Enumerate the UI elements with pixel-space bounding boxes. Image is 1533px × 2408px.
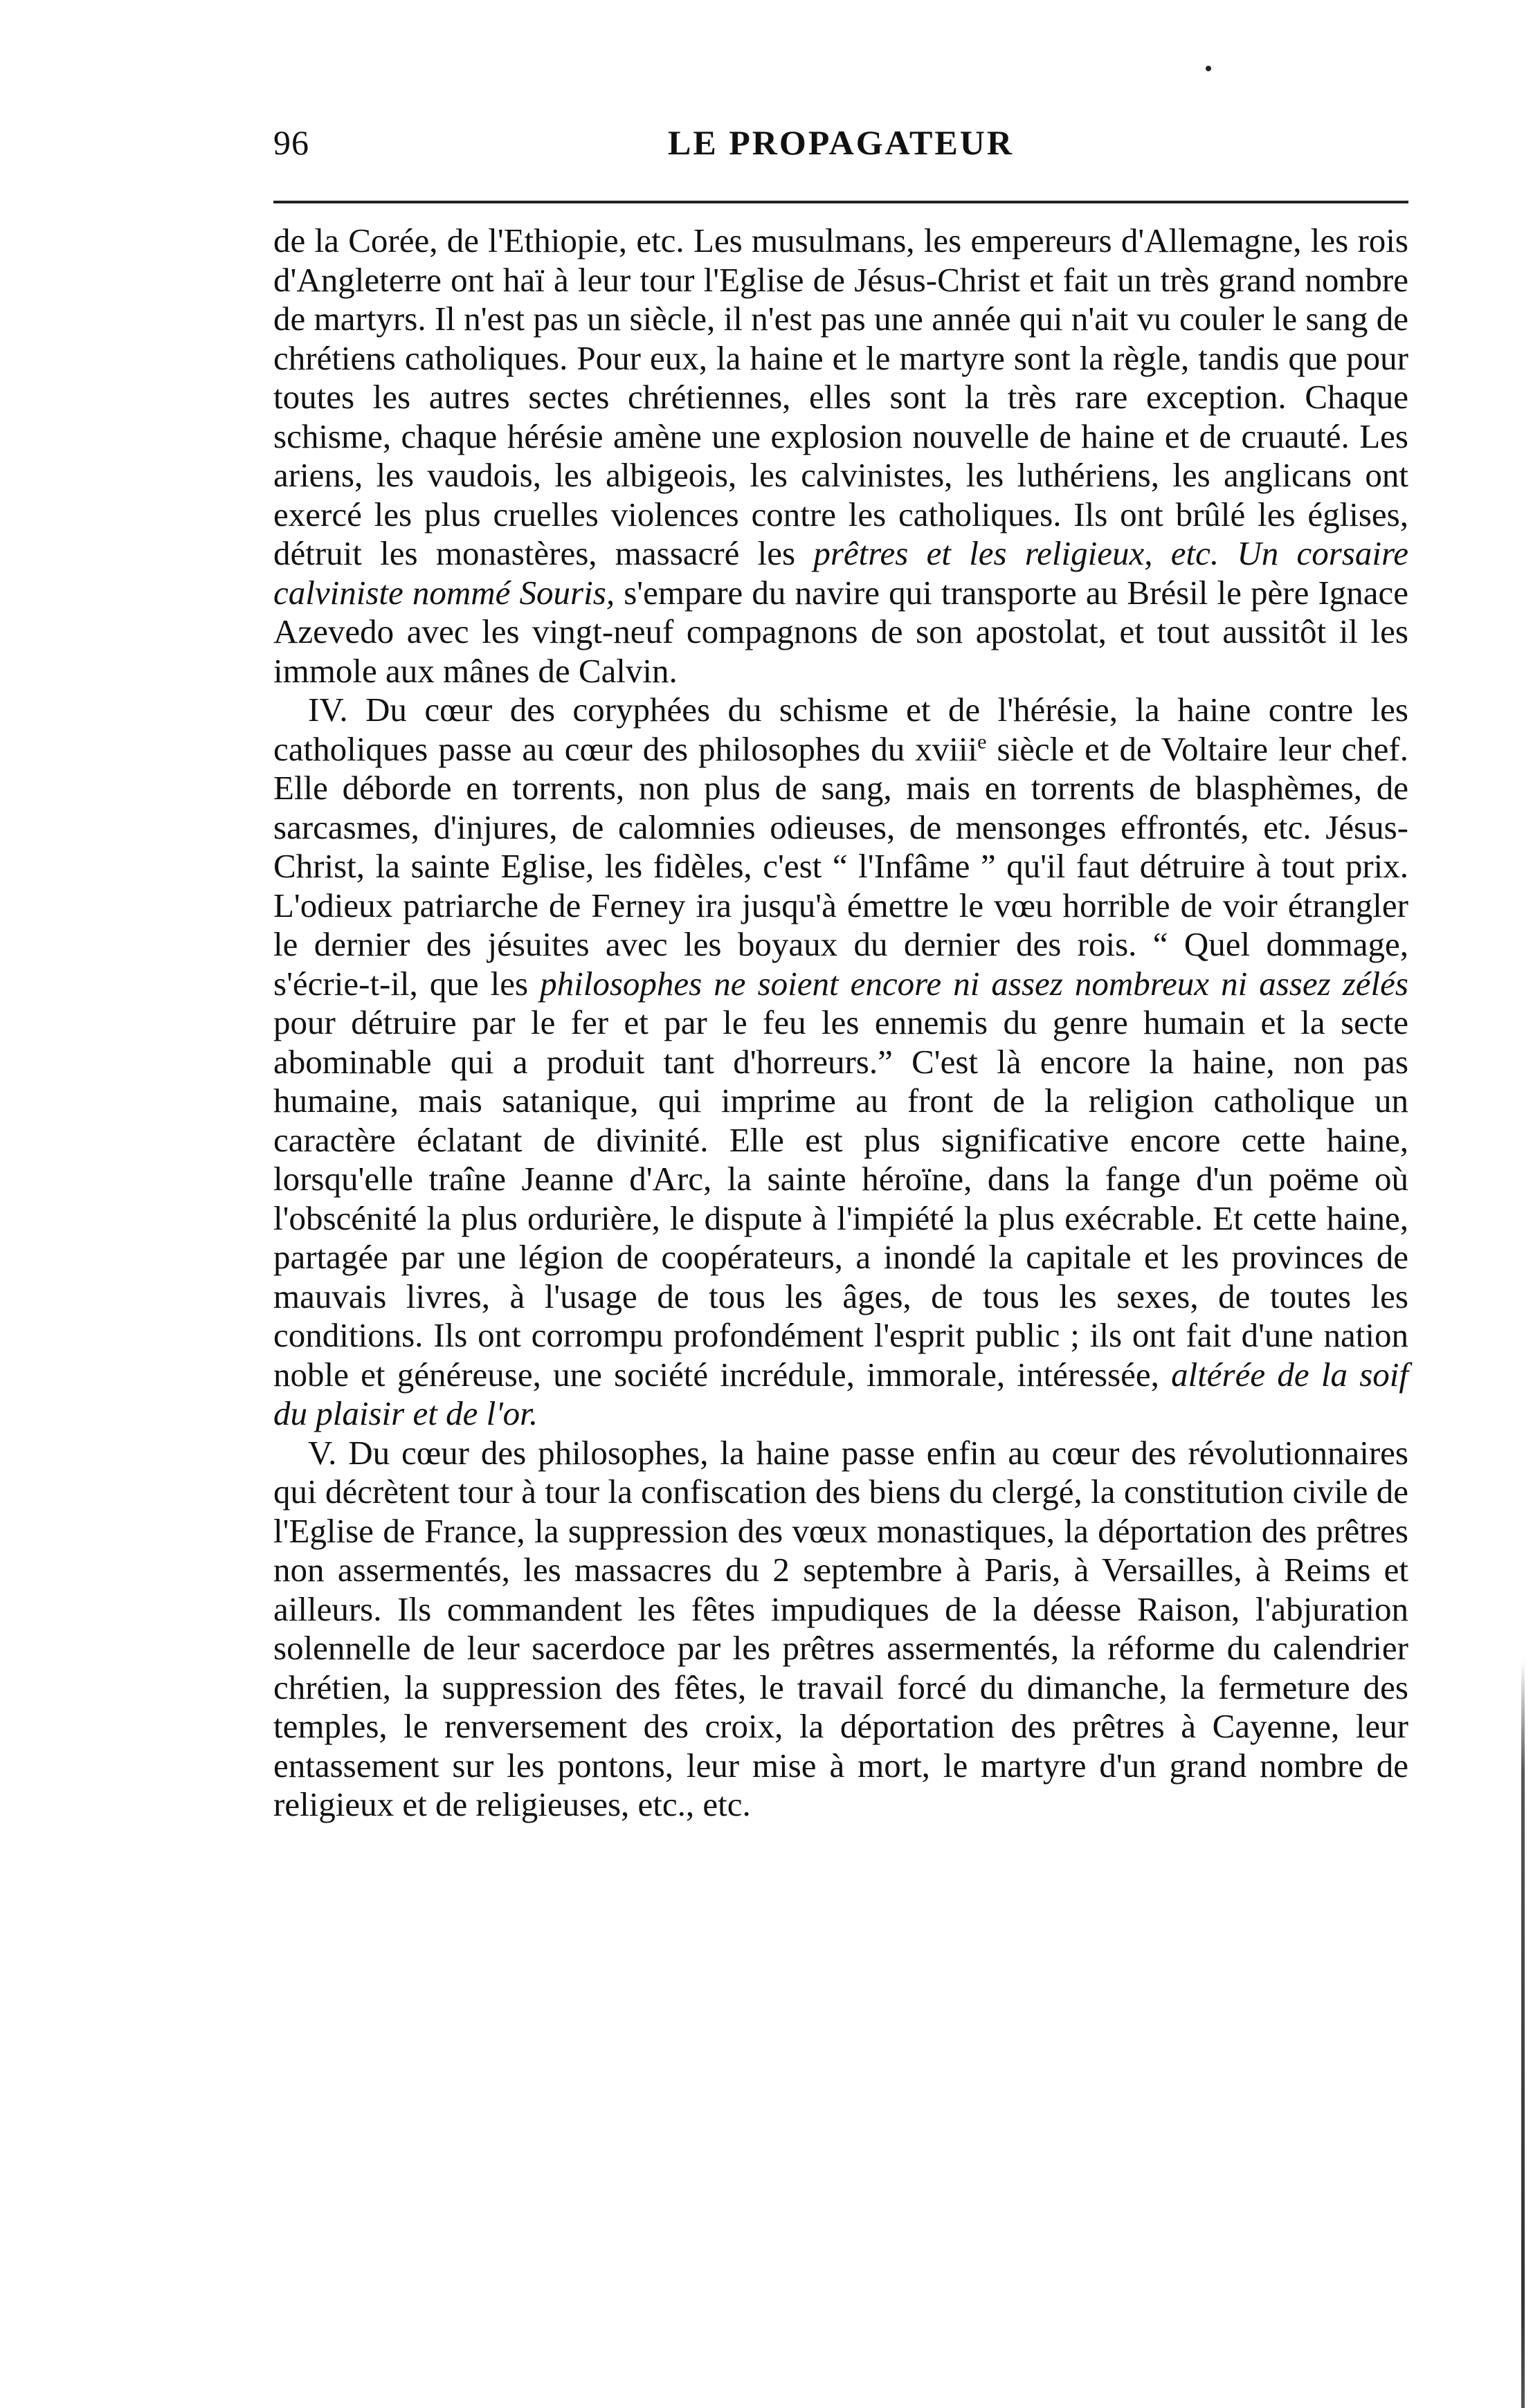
italic-run: philosophes ne soient encore ni assez nombreux ni assez zélés — [540, 964, 1408, 1003]
paragraph — [273, 221, 1408, 691]
text-run: V. Du cœur des philosophes, la haine passe enfin au cœur des révolutionnaires qui décrètent tour à tour la confiscation des biens du clergé, la constitution civile de l'Eglise de France, la suppression des vœux monastiques, la déportation des prêtres non assermentés, les massacres du 2 septembre à Paris, à Versailles, à Reims et ailleurs. Ils commandent les fêtes impudiques de la déesse Raison, l'abjuration solennelle de leur sacerdoce par les prêtres assermentés, la réforme du calendrier chrétien, la suppression des fêtes, le travail forcé du dimanche, la fermeture des temples, le renversement des croix, la déportation des prêtres à Cayenne, leur entassement sur les pontons, leur mise à mort, le martyre d'un grand nombre de religieux et de religieuses, etc., etc. — [273, 1433, 1408, 1823]
text-run: s'empare du navire qui transporte au Brésil le père Ignace Azevedo avec les vingt-neuf compagnons de son apostolat, et tout aussitôt il les immole aux mânes de Calvin. — [273, 573, 1409, 690]
italic-run: altérée de la soif du plaisir et de l'or. — [273, 1355, 1409, 1432]
italic-run: prêtres et les religieux, etc. Un corsaire calviniste nommé Souris, — [273, 534, 1408, 612]
body-text — [273, 221, 1408, 1825]
page-number: 96 — [273, 123, 309, 162]
text-run: siècle et de Voltaire leur chef. Elle déborde en torrents, non plus de sang, mais en torrents de blasphèmes, de sarcasmes, d'injures, de calomnies odieuses, de mensonges effrontés, etc. Jésus-Christ, la sainte Eglise, les fidèles, c'est “ l'Infâme ” qu'il faut détruire à tout prix. L'odieux patriarche de Ferney ira jusqu'à émettre le vœu horrible de voir étrangler le dernier des jésuites avec les boyaux du dernier des rois. “ Quel dommage, s'écrie-t-il, que les — [273, 729, 1408, 1003]
paragraph — [273, 1434, 1408, 1825]
superscript: e — [977, 730, 987, 754]
text-run: pour détruire par le fer et par le feu les ennemis du genre humain et la secte abominable qui a produit tant d'horreurs.” C'est là encore la haine, non pas humaine, mais satanique, qui imprime au front de la religion catholique un caractère éclatant de divinité. Elle est plus significative encore cette haine, lorsqu'elle traîne Jeanne d'Arc, la sainte héroïne, dans la fange d'un poëme où l'obscénité la plus ordurière, le dispute à l'impiété la plus exécrable. Et cette haine, partagée par une légion de coopérateurs, a inondé la capitale et les provinces de mauvais livres, à l'usage de tous les âges, de tous les sexes, de toutes les conditions. Ils ont corrompu profondément l'esprit public ; ils ont fait d'une nation noble et généreuse, une société incrédule, immorale, intéressée, — [273, 1003, 1408, 1394]
running-title: LE PROPAGATEUR — [668, 123, 1014, 162]
text-run: IV. Du cœur des coryphées du schisme et de l'hérésie, la haine contre les catholiques passe au cœur des philosophes du xviii — [273, 691, 1408, 768]
text-run: de la Corée, de l'Ethiopie, etc. Les musulmans, les empereurs d'Allemagne, les rois d'Angleterre ont haï à leur tour l'Eglise de Jésus-Christ et fait un très grand nombre de martyrs. Il n'est pas un siècle, il n'est pas une année qui n'ait vu couler le sang de chrétiens catholiques. Pour eux, la haine et le martyre sont la règle, tandis que pour toutes les autres sectes chrétiennes, elles sont la très rare exception. Chaque schisme, chaque hérésie amène une explosion nouvelle de haine et de cruauté. Les ariens, les vaudois, les albigeois, les calvinistes, les luthériens, les anglicans ont exercé les plus cruelles violences contre les catholiques. Ils ont brûlé les églises, détruit les monastères, massacré les — [273, 221, 1408, 572]
page-edge-shadow — [1521, 1661, 1525, 2408]
running-head — [273, 114, 1408, 176]
paragraph — [273, 691, 1408, 1434]
print-speck — [1206, 66, 1211, 71]
header-rule — [273, 201, 1408, 203]
